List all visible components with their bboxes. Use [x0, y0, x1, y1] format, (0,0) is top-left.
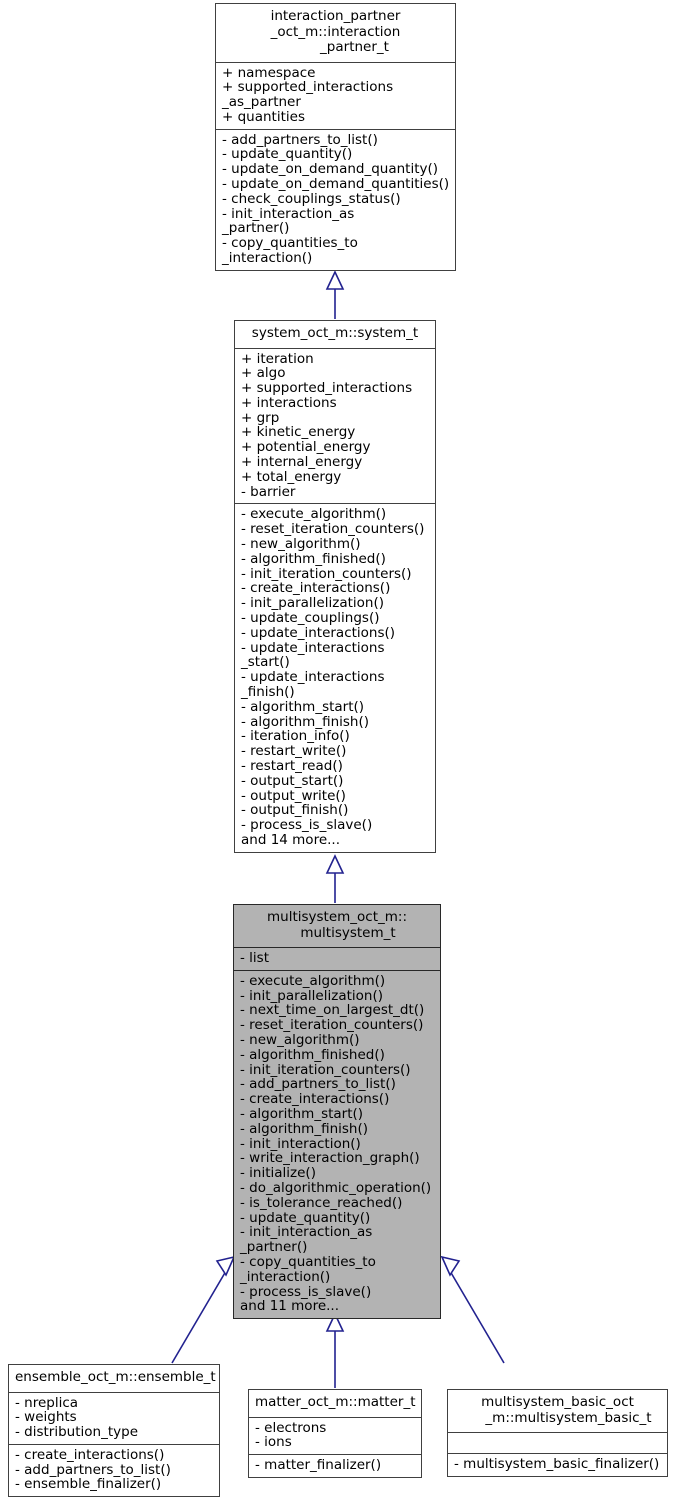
attribute-row: + supported_interactions: [222, 79, 394, 96]
method-row: - is_tolerance_reached(): [240, 1194, 403, 1211]
class-name-line: matter_oct_m::matter_t: [255, 1394, 416, 1410]
class-methods-multisystem-t: [234, 971, 440, 1318]
edge-basic-to-multisystem: [450, 1271, 504, 1363]
attribute-row: _as_partner: [222, 94, 301, 111]
class-name-line: multisystem_t: [300, 924, 396, 941]
method-row: - process_is_slave(): [241, 817, 373, 834]
attribute-row: + grp: [241, 409, 280, 426]
method-row: - new_algorithm(): [241, 536, 361, 553]
method-row: - initialize(): [240, 1165, 316, 1182]
class-name-line: interaction_partner: [270, 8, 401, 24]
class-box-multisystem-basic-t[interactable]: [447, 1389, 668, 1477]
method-row: - copy_quantities_to: [222, 235, 358, 252]
method-row: - algorithm_finish(): [241, 713, 369, 730]
method-row: - execute_algorithm(): [241, 506, 387, 523]
method-row: - add_partners_to_list(): [15, 1461, 171, 1478]
attribute-row: + kinetic_energy: [241, 424, 356, 441]
edge-arrowhead-basic-to-multisystem: [442, 1257, 459, 1275]
method-row: - algorithm_start(): [241, 698, 365, 715]
method-row: - reset_iteration_counters(): [240, 1017, 424, 1034]
attribute-row: - distribution_type: [15, 1424, 139, 1441]
method-row: - algorithm_finished(): [241, 550, 386, 567]
attribute-row: + namespace: [222, 64, 316, 81]
method-row: - update_interactions: [241, 669, 385, 686]
method-row: - update_interactions: [241, 639, 385, 656]
method-row: - update_interactions(): [241, 624, 396, 641]
attribute-row: + iteration: [241, 350, 314, 367]
class-name-ensemble-t: [9, 1365, 219, 1393]
attribute-row: - weights: [15, 1409, 77, 1426]
method-row: - multisystem_basic_finalizer(): [454, 1456, 660, 1472]
method-row: - add_partners_to_list(): [240, 1076, 396, 1093]
class-name-system-t: [235, 321, 435, 349]
attribute-row: + interactions: [241, 394, 337, 411]
class-name-matter-t: [249, 1390, 421, 1418]
class-name-interaction-partner-t: [216, 4, 455, 63]
method-row: - iteration_info(): [241, 728, 350, 745]
method-row: - next_time_on_largest_dt(): [240, 1002, 425, 1019]
class-attributes-interaction-partner-t: [216, 63, 455, 130]
method-row: - reset_iteration_counters(): [241, 521, 425, 538]
method-row: - update_couplings(): [241, 610, 380, 627]
method-row: and 14 more...: [241, 832, 341, 848]
method-row: _interaction(): [222, 250, 313, 267]
attribute-row: - list: [240, 950, 269, 966]
method-row: - do_algorithmic_operation(): [240, 1179, 432, 1196]
method-row: - update_on_demand_quantity(): [222, 161, 439, 178]
attribute-row: - electrons: [255, 1419, 327, 1436]
class-box-matter-t[interactable]: [248, 1389, 422, 1478]
method-row: - init_parallelization(): [241, 595, 384, 612]
method-row: _partner(): [222, 220, 290, 237]
class-methods-matter-t: [249, 1455, 421, 1477]
method-row: - update_on_demand_quantities(): [222, 176, 450, 193]
class-name-line: _oct_m::interaction: [270, 23, 401, 40]
method-row: - init_interaction_as: [222, 205, 355, 222]
method-row: - ensemble_finalizer(): [15, 1476, 162, 1493]
method-row: - update_quantity(): [240, 1209, 371, 1226]
class-name-line: multisystem_basic_oct: [481, 1394, 634, 1410]
method-row: - algorithm_finish(): [240, 1120, 368, 1137]
edge-arrowhead-system-to-partner: [327, 272, 343, 289]
class-attributes-system-t: [235, 349, 435, 505]
method-row: - output_write(): [241, 787, 346, 804]
method-row: - init_iteration_counters(): [241, 565, 412, 582]
method-row: - restart_read(): [241, 758, 343, 775]
method-row: - update_quantity(): [222, 146, 353, 163]
method-row: - algorithm_finished(): [240, 1046, 385, 1063]
attribute-row: + algo: [241, 365, 286, 382]
method-row: _partner(): [240, 1239, 308, 1256]
class-name-line: system_oct_m::system_t: [251, 325, 419, 341]
method-row: - execute_algorithm(): [240, 972, 386, 989]
method-row: - process_is_slave(): [240, 1283, 372, 1300]
edge-arrowhead-multisystem-to-system: [327, 856, 343, 873]
method-row: - copy_quantities_to: [240, 1253, 376, 1270]
attribute-row: + potential_energy: [241, 439, 371, 456]
method-row: - output_finish(): [241, 802, 349, 819]
method-row: - restart_write(): [241, 743, 347, 760]
class-name-line: _partner_t: [320, 39, 389, 55]
class-methods-multisystem-basic-t: [448, 1454, 667, 1476]
method-row: - check_couplings_status(): [222, 190, 401, 207]
attribute-row: + supported_interactions: [241, 380, 413, 397]
attribute-row: - nreplica: [15, 1394, 79, 1411]
attribute-row: + quantities: [222, 108, 305, 125]
method-row: - write_interaction_graph(): [240, 1150, 420, 1167]
method-row: and 11 more...: [240, 1298, 340, 1315]
method-row: _finish(): [241, 684, 295, 701]
class-attributes-ensemble-t: [9, 1393, 219, 1445]
class-methods-system-t: [235, 504, 435, 851]
class-box-ensemble-t[interactable]: [8, 1364, 220, 1497]
class-box-system-t[interactable]: [234, 320, 436, 853]
class-attributes-matter-t: [249, 1418, 421, 1456]
class-box-multisystem-t[interactable]: [233, 904, 441, 1319]
class-methods-ensemble-t: [9, 1445, 219, 1496]
class-name-line: multisystem_oct_m::: [266, 909, 408, 925]
edge-ensemble-to-multisystem: [172, 1271, 226, 1363]
method-row: - init_parallelization(): [240, 987, 383, 1004]
method-row: - add_partners_to_list(): [222, 131, 378, 148]
method-row: - matter_finalizer(): [255, 1457, 382, 1474]
method-row: - init_interaction_as: [240, 1224, 373, 1241]
attribute-row: - barrier: [241, 483, 296, 500]
class-name-multisystem-t: [234, 905, 440, 948]
attribute-row: + internal_energy: [241, 454, 363, 471]
attribute-row: + total_energy: [241, 468, 342, 485]
class-name-multisystem-basic-t: [448, 1390, 667, 1433]
class-methods-interaction-partner-t: [216, 130, 455, 270]
class-name-line: ensemble_oct_m::ensemble_t: [15, 1369, 216, 1385]
method-row: _interaction(): [240, 1268, 331, 1285]
method-row: - create_interactions(): [15, 1446, 165, 1463]
method-row: - init_iteration_counters(): [240, 1061, 411, 1078]
method-row: - create_interactions(): [241, 580, 391, 597]
class-attributes-multisystem-t: [234, 948, 440, 971]
method-row: - new_algorithm(): [240, 1031, 360, 1048]
method-row: - create_interactions(): [240, 1091, 390, 1108]
attribute-row: - ions: [255, 1434, 292, 1451]
method-row: - output_start(): [241, 772, 344, 789]
class-attributes-multisystem-basic-t: [448, 1433, 667, 1454]
method-row: _start(): [241, 654, 290, 671]
method-row: - init_interaction(): [240, 1135, 361, 1152]
class-box-interaction-partner-t[interactable]: [215, 3, 456, 271]
edge-arrowhead-ensemble-to-multisystem: [217, 1257, 234, 1275]
class-name-line: _m::multisystem_basic_t: [485, 1409, 652, 1426]
method-row: - algorithm_start(): [240, 1105, 364, 1122]
